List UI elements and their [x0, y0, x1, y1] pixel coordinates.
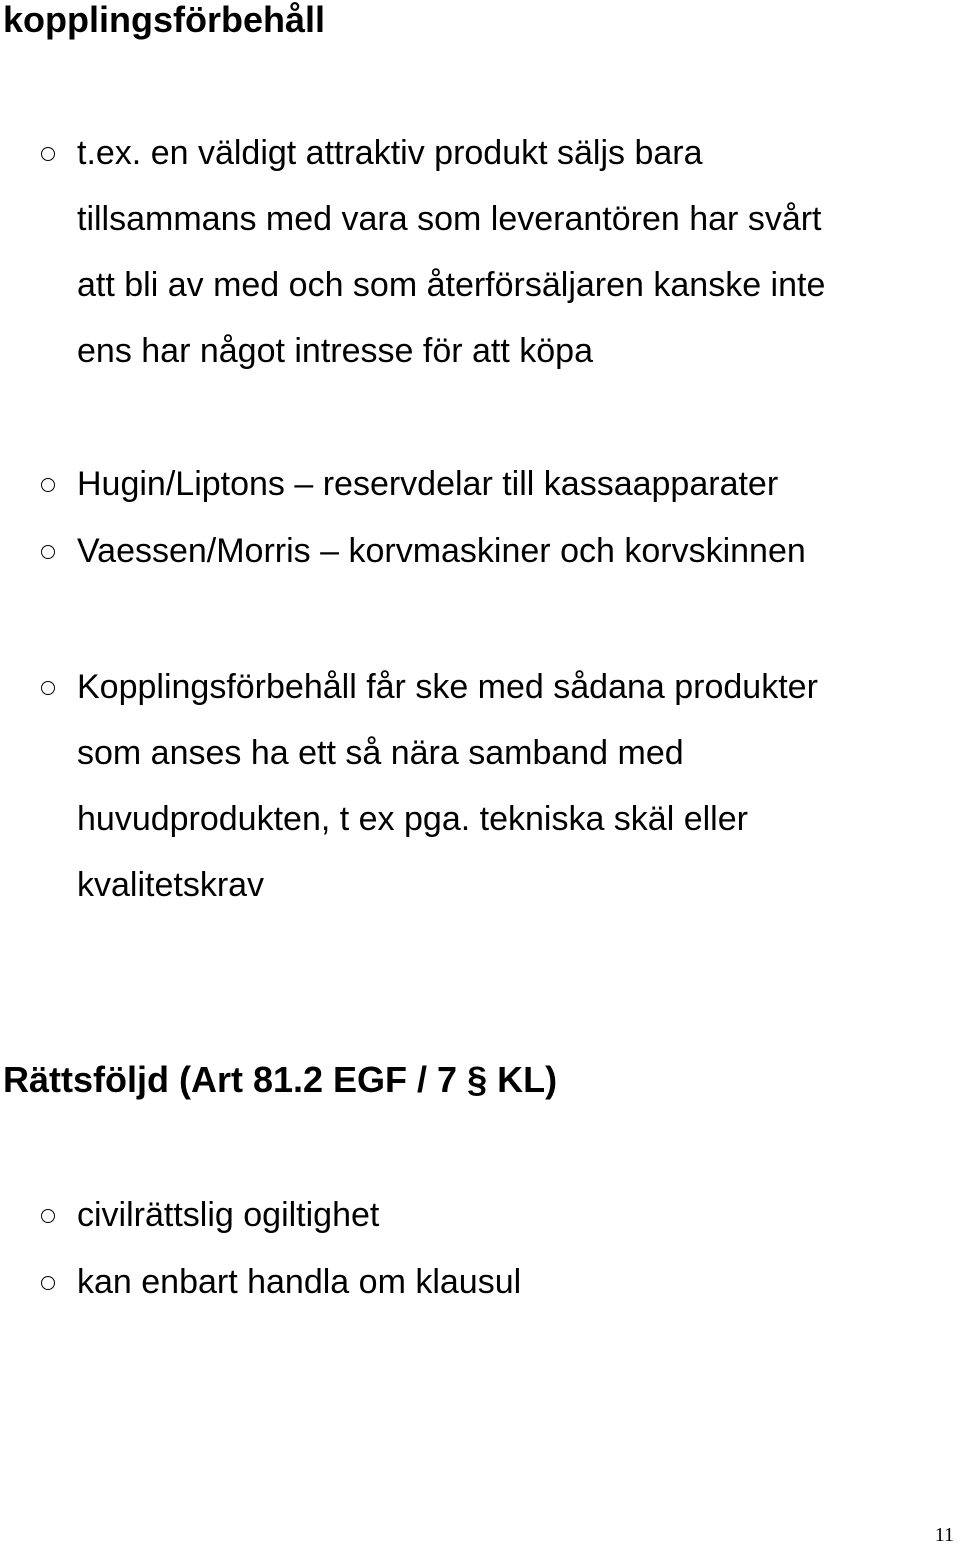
page-number: 11 [934, 1524, 954, 1546]
list-item-text: t.ex. en väldigt attraktiv produkt säljs bara tillsammans med vara som leverantören har svårt att bli av med och som återförsäljaren kanske inte ens har något intresse för att köpa [77, 134, 826, 370]
list-item-text: Hugin/Liptons – reservdelar till kassaapparater [77, 465, 779, 503]
bullet-icon [41, 1276, 55, 1290]
list-item-text: civilrättslig ogiltighet [77, 1196, 380, 1234]
section-heading-kopplingsforbehall: kopplingsförbehåll [3, 0, 326, 40]
bullet-icon [41, 681, 55, 695]
list-item-text: Vaessen/Morris – korvmaskiner och korvskinnen [77, 532, 806, 570]
bullet-icon [41, 478, 55, 492]
section-heading-rattsfoljd: Rättsföljd (Art 81.2 EGF / 7 § KL) [3, 1059, 558, 1100]
bullet-icon [41, 1209, 55, 1223]
list-item-text: kan enbart handla om klausul [77, 1263, 522, 1301]
bullet-icon [41, 545, 55, 559]
bullet-icon [41, 147, 55, 161]
list-item-text: Kopplingsförbehåll får ske med sådana produkter som anses ha ett så nära samband med huvudprodukten, t ex pga. tekniska skäl eller kvalitetskrav [77, 668, 818, 904]
